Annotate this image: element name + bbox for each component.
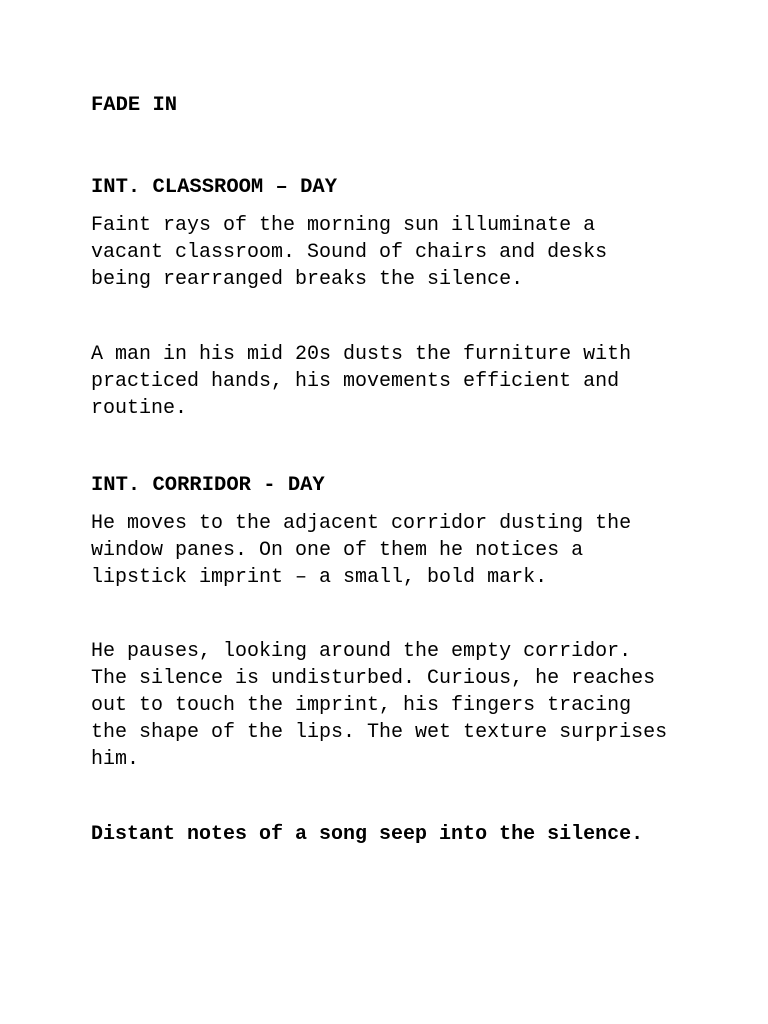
transition-fade-in: FADE IN	[91, 94, 178, 117]
action-paragraph-corridor-1: He moves to the adjacent corridor dusting the window panes. On one of them he notices a lipstick imprint – a small, bold mark.	[91, 512, 632, 589]
action-paragraph-corridor-2: He pauses, looking around the empty corridor. The silence is undisturbed. Curious, he reaches out to touch the imprint, his fingers tracing the shape of the lips. The wet texture surprises him.	[91, 640, 668, 771]
action-paragraph-classroom-1: Faint rays of the morning sun illuminate a vacant classroom. Sound of chairs and desks being rearranged breaks the silence.	[91, 214, 608, 291]
scene-heading-classroom: INT. CLASSROOM – DAY	[91, 176, 338, 199]
scene-heading-corridor: INT. CORRIDOR - DAY	[91, 474, 325, 497]
closing-action-line: Distant notes of a song seep into the silence.	[91, 823, 644, 846]
action-paragraph-classroom-2: A man in his mid 20s dusts the furniture with practiced hands, his movements efficient and routine.	[91, 343, 632, 420]
